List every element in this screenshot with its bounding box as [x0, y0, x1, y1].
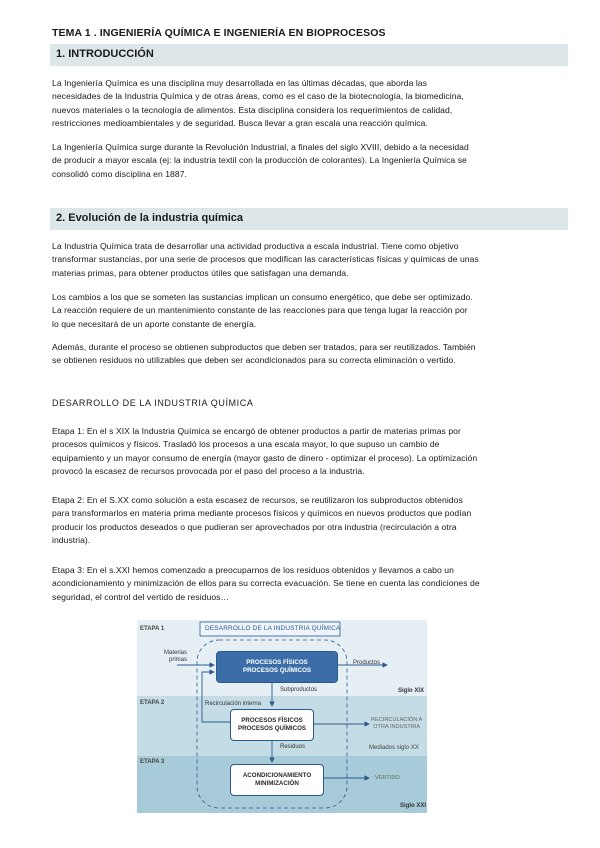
text-line: procesos químicos y físicos. Trasladó los procesos a una escala mayor, lo que supuso un cambio de — [52, 439, 440, 450]
section-2-paragraph-1 — [52, 240, 570, 280]
text-line: consolidó como disciplina en 1887. — [52, 168, 187, 179]
text-line: MINIMIZACIÓN — [255, 780, 299, 787]
section-2-paragraph-3 — [52, 341, 570, 368]
text-line: producir los productos deseados o que pudieran ser aprovechados por otra industria (recirculación a otra — [52, 521, 457, 532]
stage-2-paragraph — [52, 494, 570, 547]
text-line: para transformarlos en materia prima mediante procesos físicos y químicos en nuevos productos que podían — [52, 508, 472, 519]
text-line: industria). — [52, 534, 91, 545]
box-procesos-etapa-2 — [230, 709, 314, 741]
siglo-xxi-label: Siglo XXI — [400, 803, 427, 809]
text-line: Los cambios a los que se someten las sustancias implican un consumo energético, que debe ser optimizado. — [52, 292, 473, 302]
text-line: La Ingeniería Química es una disciplina muy desarrollada en las últimas décadas, que aborda las — [52, 78, 427, 88]
text-line: En el s XIX la Industria Química se encargó de obtener productos a partir de materias primas por — [86, 426, 461, 436]
text-line: materias primas, para obtener productos útiles que satisfagan una demanda. — [52, 267, 349, 278]
text-line: nuevos materiales o la tecnología de alimentos. Esta disciplina considera los requerimientos de calidad, — [52, 104, 453, 115]
text-line: ACONDICIONAMIENTO — [242, 772, 312, 779]
text-line: En el s.XXI hemos comenzado a preocuparnos de los residuos obtenidos y llevamos a cabo un — [86, 565, 454, 575]
text-line: acondicionamiento y minimización de ellos para su correcta evacuación. Se tiene en cuenta las condiciones de — [52, 578, 480, 589]
text-line: equipamiento y un mayor consumo de energía (mayor gasto de dinero - optimizar el proceso). La optimización — [52, 452, 478, 463]
text-line: se obtienen residuos no utilizables que deben ser acondicionados para su correcta eliminación o vertido. — [52, 355, 456, 366]
vertido-label: VERTIDO — [375, 775, 400, 781]
section-1-paragraph-2 — [52, 141, 570, 181]
box-acondicionamiento-etapa-3 — [230, 764, 324, 796]
stage-3-label: Etapa 3: — [52, 565, 85, 575]
text-line: PROCESOS QUÍMICOS — [242, 667, 312, 674]
text-line: Materias — [164, 650, 188, 656]
text-line: Además, durante el proceso se obtienen subproductos que deben ser tratados, para ser reutilizados. También — [52, 342, 476, 352]
stage-2-label: Etapa 2: — [52, 495, 85, 505]
text-line: de producir a mayor escala (ej: la industria textil con la producción de colorantes). La Ingeniería Química se — [52, 155, 467, 166]
box-procesos-etapa-1 — [216, 651, 338, 683]
text-line: PROCESOS FÍSICOS — [246, 659, 308, 666]
stage-1-paragraph — [52, 425, 570, 478]
text-line: lo que necesitará de un aporte constante de energía. — [52, 318, 257, 329]
siglo-xix-label: Siglo XIX — [398, 688, 425, 694]
etapa-3-label: ETAPA 3 — [140, 759, 165, 765]
text-line: OTRA INDUSTRIA — [373, 724, 421, 730]
text-line: RECIRCULACIÓN A — [371, 717, 423, 723]
recirculacion-otra-industria-label — [371, 717, 422, 731]
section-2-paragraph-2 — [52, 291, 570, 331]
development-heading: DESARROLLO DE LA INDUSTRIA QUÍMICA — [52, 398, 254, 408]
etapa-2-label: ETAPA 2 — [140, 700, 165, 706]
text-line: En el S.XX como solución a esta escasez de recursos, se reutilizaron los subproductos obtenidos — [86, 495, 463, 505]
materias-primas-label — [164, 650, 187, 664]
section-2-heading-bar — [50, 208, 568, 230]
document-title: TEMA 1 . INGENIERÍA QUÍMICA E INGENIERÍA EN BIOPROCESOS — [52, 27, 386, 39]
residuos-label: Residuos — [280, 744, 306, 750]
text-line: transformar sustancias, por una serie de procesos que modifican las características físicas y químicas de unas — [52, 254, 479, 265]
mediados-siglo-xx-label: Mediados siglo XX — [369, 745, 419, 751]
text-line: restricciones medioambientales y de seguridad. Busca llevar a gran escala una reacción química. — [52, 117, 428, 128]
text-line: La Ingeniería Química surge durante la Revolución Industrial, a finales del siglo XVIII, debido a la necesidad — [52, 142, 469, 152]
text-line: necesidades de la Industria Química y de otras áreas, como es el caso de la biotecnología, la biomedicina, — [52, 91, 464, 102]
text-line: primas — [169, 657, 188, 663]
etapa-1-label: ETAPA 1 — [140, 626, 165, 632]
text-line: La reacción requiere de un mantenimiento constante de las reacciones para que tenga lugar la reacción por — [52, 305, 468, 316]
section-1-paragraph-1 — [52, 77, 570, 130]
text-line: La Industria Química trata de desarrollar una actividad productiva a escala industrial. Tiene como objetivo — [52, 241, 459, 251]
section-1-heading-bar — [50, 44, 568, 66]
stage-3-paragraph — [52, 564, 570, 604]
subproductos-label: Subproductos — [280, 687, 318, 693]
section-2-heading: 2. Evolución de la industria química — [56, 212, 244, 224]
stage-1-label: Etapa 1: — [52, 426, 85, 436]
recirculacion-interna-label: Recirculación interna — [205, 701, 262, 707]
text-line: PROCESOS FÍSICOS — [241, 717, 303, 724]
diagram-title: DESARROLLO DE LA INDUSTRIA QUÍMICA — [205, 625, 341, 632]
industry-development-diagram — [137, 620, 427, 813]
section-1-heading: 1. INTRODUCCIÓN — [56, 48, 154, 60]
text-line: seguridad, el control del vertido de residuos… — [52, 591, 230, 602]
text-line: PROCESOS QUÍMICOS — [237, 725, 307, 732]
productos-label: Productos — [353, 660, 381, 666]
text-line: provocó la escasez de recursos provocada por el paso del proceso a la industria. — [52, 465, 365, 476]
